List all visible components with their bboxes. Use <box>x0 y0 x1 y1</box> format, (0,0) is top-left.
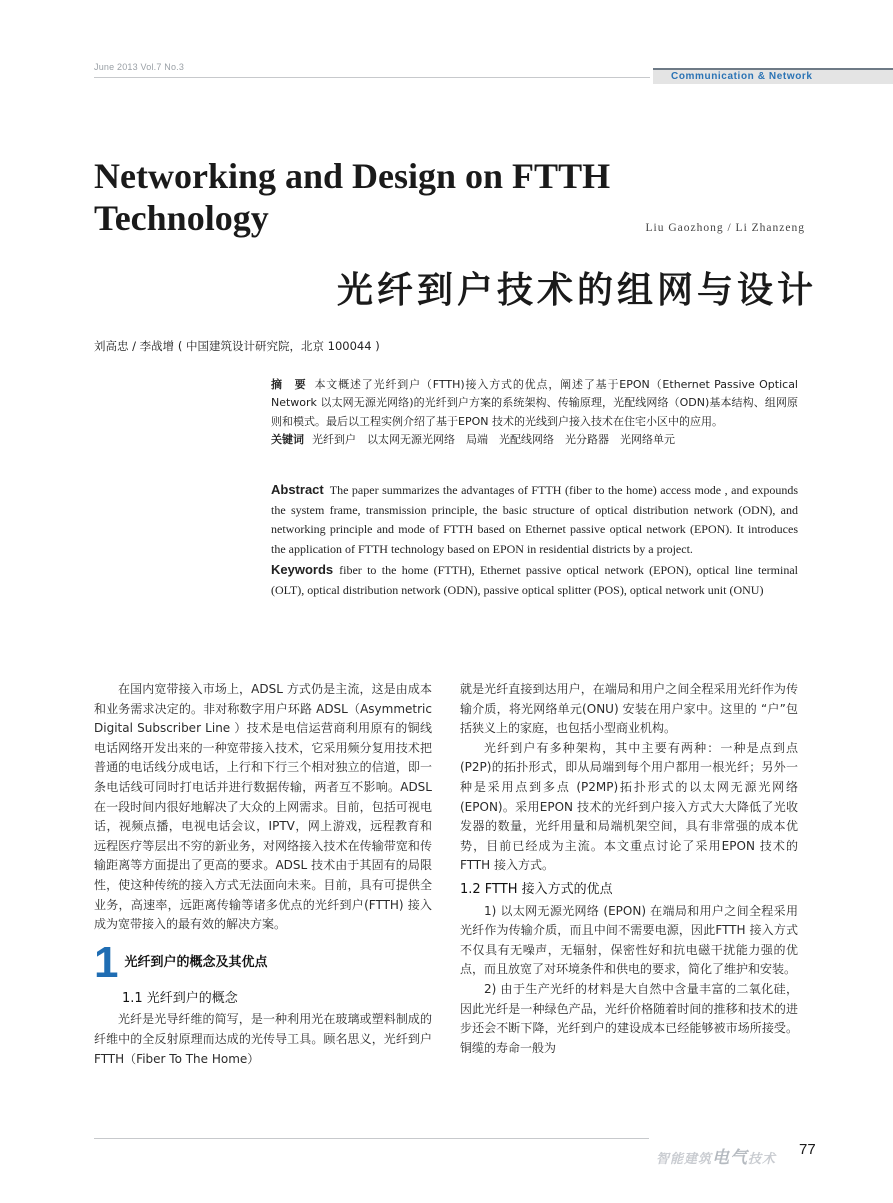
paragraph-architecture: 光纤到户有多种架构，其中主要有两种：一种是点到点 (P2P)的拓扑形式，即从局端到每个用户都用一根光纤；另外一种是采用点到多点 (P2MP)拓扑形式的以太网无源光网络 (EPON)。采用EPON 技术的光纤到户接入方式大大降低了光收发器的数量，光纤用量和局端机架空间，具有非常强的成本优势，目前已经成为主流。本文重点讨论了采用EPON 技术的FTTH 接入方式。 <box>460 740 798 873</box>
title-chinese: 光纤到户技术的组网与设计 <box>336 270 817 311</box>
intro-paragraph: 在国内宽带接入市场上，ADSL 方式仍是主流，这是由成本和业务需求决定的。非对称数字用户环路 ADSL（Asymmetric Digital Subscriber Line ）技术是电信运营商利用原有的铜线电话网络开发出来的一种宽带接入技术，它采用频分复用技术把普通的电话线分成电话，上行和下行三个相对独立的信道，即一条电话线可同时打电话并进行数据传输，两者互不影响。ADSL 在一段时间内很好地解决了大众的上网需求。目前，包括可视电话，视频点播，电视电话会议，IPTV，网上游戏，远程教育和远程医疗等层出不穷的新业务，对网络接入技术在传输带宽和传输距离等方面提出了更高的要求。ADSL 技术由于其固有的局限性，使这种传统的接入方式无法面向未来。目前，具有可提供全业务，高速率，远距离传输等诸多优点的光纤到户(FTTH) 接入成为宽带接入的最有效的解决方案。 <box>94 682 432 932</box>
section-label: Communication & Network <box>671 71 813 82</box>
abstract-en-text: The paper summarizes the advantages of FTTH (fiber to the home) access mode , and expounds the system frame, transmission principle, the basic structure of optical distribution network (ODN), and networking principle and mode of FTTH based on Ethernet passive optical network (EPON). It introduces the application of FTTH technology based on EPON in residential districts by a project. <box>271 483 798 557</box>
title-english: Networking and Design on FTTH Technology <box>94 156 611 238</box>
subsection-1-1-heading: 1.1 光纤到户的概念 <box>122 990 238 1006</box>
keywords-en-text: fiber to the home (FTTH), Ethernet passive optical network (EPON), optical line terminal (OLT), optical distribution network (ODN), passive optical splitter (POS), optical network unit (ONU) <box>271 562 798 597</box>
section-1-heading <box>94 937 432 987</box>
header-rule <box>94 77 650 78</box>
body-column-left <box>94 680 432 1069</box>
journal-name-emphasis: 电气 <box>712 1148 749 1168</box>
keywords-cn-label: 关键词 <box>271 432 304 446</box>
page-number: 77 <box>799 1141 816 1158</box>
abstract-cn-label: 摘 要 <box>271 378 307 391</box>
section-number: 1 <box>94 937 119 987</box>
journal-name: 智能建筑电气技术 <box>656 1148 777 1168</box>
abstract-chinese <box>271 376 798 449</box>
subsection-1-2-heading: 1.2 FTTH 接入方式的优点 <box>460 881 613 897</box>
paragraph-1-1: 光纤是光导纤维的简写，是一种利用光在玻璃或塑料制成的纤维中的全反射原理而达成的光传导工具。顾名思义，光纤到户FTTH（Fiber To The Home） <box>94 1012 432 1066</box>
section-title: 光纤到户的概念及其优点 <box>124 954 268 970</box>
section-band <box>653 68 893 84</box>
keywords-en-paragraph <box>271 560 798 600</box>
abstract-en-paragraph <box>271 480 798 560</box>
authors-affiliation: 刘高忠 / 李战增 ( 中国建筑设计研究院，北京 100044 ) <box>94 339 380 353</box>
issue-info: June 2013 Vol.7 No.3 <box>94 62 185 72</box>
body-column-right <box>460 680 798 1058</box>
footer-rule <box>94 1138 649 1139</box>
abstract-english <box>271 480 798 600</box>
paragraph-continued: 就是光纤直接到达用户，在端局和用户之间全程采用光纤作为传输介质，将光网络单元(ONU) 安装在用户家中。这里的 “户”包括狭义上的家庭，也包括小型商业机构。 <box>460 682 798 736</box>
keywords-cn-paragraph <box>271 431 798 449</box>
abstract-cn-paragraph <box>271 376 798 431</box>
authors-english: Liu Gaozhong / Li Zhanzeng <box>645 222 805 234</box>
keywords-en-label: Keywords <box>271 561 334 577</box>
paragraph-advantage-2: 2) 由于生产光纤的材料是大自然中含量丰富的二氧化硅，因此光纤是一种绿色产品，光纤价格随着时间的推移和技术的进步还会不断下降，光纤到户的建设成本已经能够被市场所接受。铜缆的寿命一般为 <box>460 981 798 1055</box>
keywords-cn-text: 光纤到户 以太网无源光网络 局端 光配线网络 光分路器 光网络单元 <box>312 432 675 446</box>
abstract-cn-text: 本文概述了光纤到户（FTTH)接入方式的优点，阐述了基于EPON（Ethernet Passive Optical Network 以太网无源光网络)的光纤到户方案的系统架构、传输原理，光配线网络（ODN)基本结构、组网原则和模式。最后以工程实例介绍了基于EPON 技术的光线到户接入技术在住宅小区中的应用。 <box>271 378 798 428</box>
paragraph-advantage-1: 1) 以太网无源光网络 (EPON) 在端局和用户之间全程采用光纤作为传输介质，而且中间不需要电源，因此FTTH 接入方式不仅具有无噪声，无辐射，保密性好和抗电磁干扰能力强的优点，而且放宽了对环境条件和供电的要求，简化了维护和安装。 <box>460 903 798 977</box>
abstract-en-label: Abstract <box>271 482 324 497</box>
